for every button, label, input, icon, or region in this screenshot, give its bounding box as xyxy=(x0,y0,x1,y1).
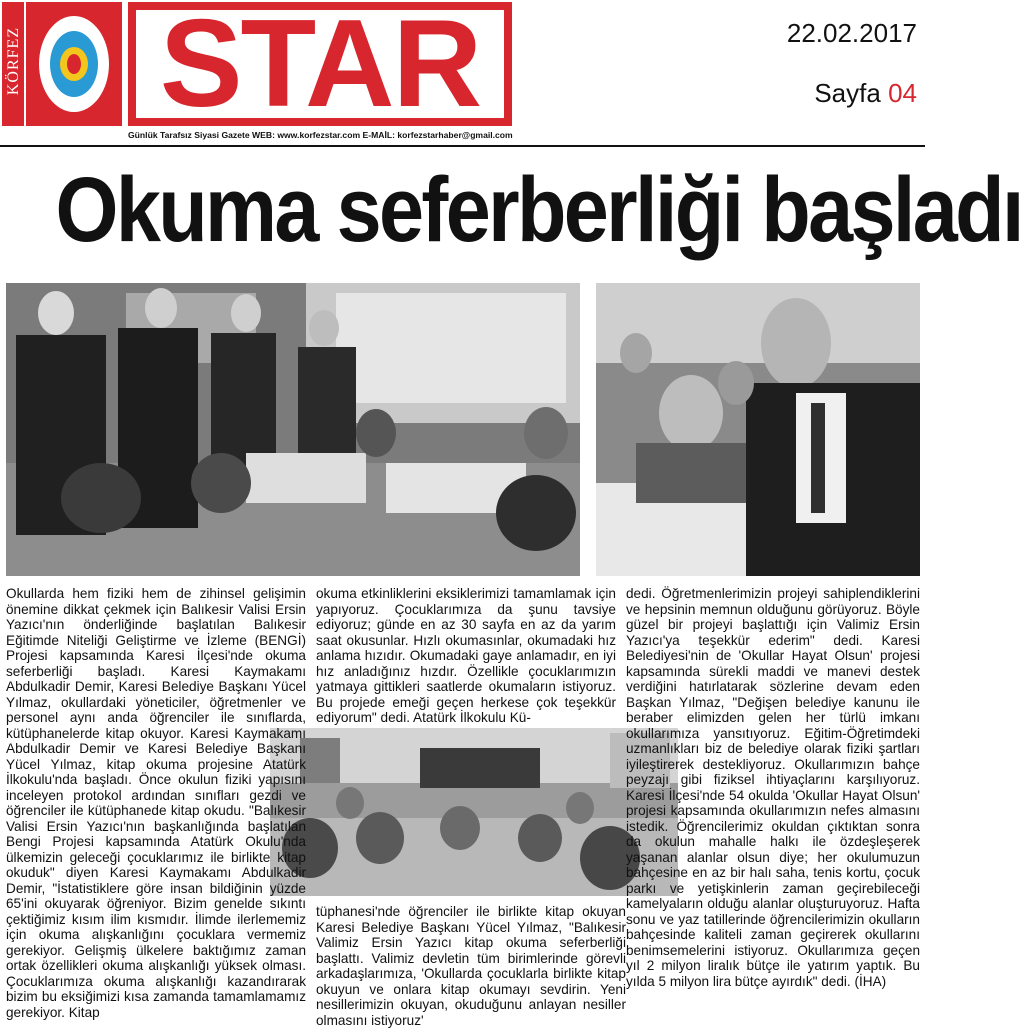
masthead-divider xyxy=(0,145,925,147)
masthead-tagline: Günlük Tarafsız Siyasi Gazete WEB: www.korfezstar.com E-MAİL: korfezstarhaber@gmail.com xyxy=(128,130,513,140)
publication-date: 22.02.2017 xyxy=(786,18,917,48)
article-paragraph: tüphanesi'nde öğrenciler ile birlikte kitap okuyan Karesi Belediye Başkanı Yücel Yılmaz, "Balıkesir Valimiz Ersin Yazıcı kitap okuma seferberliği başlattı. Valimiz devletin tüm birimlerinde görevli arkadaşlarımıza, 'Okullarda çocuklarla birlikte kitap okuyun ve onlara kitap okumayı sevdirin. Yeni nesillerimizin okuyan, okuduğunu anlayan nesiller olmasını istiyoruz' xyxy=(316,904,626,1028)
page-indicator xyxy=(814,78,917,109)
newspaper-logo-text: STAR xyxy=(159,0,481,133)
article-paragraph: dedi. Öğretmenlerimizin projeyi sahiplendiklerini ve hepsinin memnun olduğunu görüyoruz. Böyle güzel bir projeyi başlattığı için Valimiz Ersin Yazıcı'ya teşekkür ederim" dedi. Karesi Belediyesi'nin de 'Okullar Hayat Olsun' projesi kapsamında sürekli maddi ve manevi destek verdiğini hatırlatarak sözlerine devam eden Başkan Yılmaz, "Değişen belediye kanunu ile beraber elimizden gelen her türlü imkanı okullarımıza yansıtıyoruz. Eğitim-Öğretimdeki uzmanlıkları biz de belediye olarak fiziki şartları iyileştirerek destekliyoruz. Okullarımızın bahçe peyzajı gibi fiziksel ihtiyaçlarını karşılıyoruz. Karesi İlçesi'nde 54 okulda 'Okullar Hayat Olsun' projesi kapsamında okullarımızın nefes almasını istedik. Öğrencilerimiz okuldan çıktıktan sonra da okulun mahalle halkı ile özdeşleşerek yaşanan alanlar olsun diye; her okulumuzun bahçesine en az bir halı saha, tenis kortu, çocuk parkı ve yetişkinlerin zaman geçirebileceği kamelyaların olduğu alanlar oluşturuyoruz. Hafta sonu ve yaz tatillerinde öğrencilerimizin okulların bahçesinde kaliteli zaman geçirerek okullarını benimsemelerini istiyoruz. Okullarımıza geçen yıl 2 milyon liralık bütçe ile yatırım yaptık. Bu yılda 5 milyon lira bütçe ayırdık" dedi. (İHA) xyxy=(626,586,920,989)
page-number: 04 xyxy=(888,78,917,108)
classroom-officials-photo xyxy=(6,283,580,576)
classroom-students-photo xyxy=(270,728,678,896)
article-column-1 xyxy=(6,586,306,1022)
article-column-2-bottom xyxy=(316,904,626,1028)
article-paragraph: okuma etkinliklerini eksiklerimizi tamamlamak için yapıyoruz. Çocuklarımıza da şunu tavsiye ediyoruz; günde en az 30 sayfa en az da yarım saat okusunlar. Hızlı okumasınlar, okumadaki hız anlama hızıdır. Okumadaki gaye anlamadır, en iyi hız anladığınız hızdır. Özellikle çocuklarımızın yatmaya gittikleri saatlerde okumaların istiyoruz. Bu projede emeği geçen herkese çok teşekkür ediyorum" dedi. Atatürk İlkokulu Kü- xyxy=(316,586,616,725)
brand-side-text: KÖRFEZ xyxy=(5,26,22,96)
mayor-reading-photo xyxy=(596,283,920,576)
article-paragraph: Okullarda hem fiziki hem de zihinsel gelişimin önemine dikkat çekmek için Balıkesir Valisi Ersin Yazıcı'nın önderliğinde başlatılan Balıkesir Eğitimde Niteliği Geliştirme ve İzleme (BENGİ) Projesi kapsamında Karesi İlçesi'nde okuma seferberliği başladı. Karesi Kaymakamı Abdulkadir Demir, Karesi Belediye Başkanı Yücel Yılmaz, okullardaki yöneticiler, öğretmenler ve personel aynı anda öğrenciler ile sınıflarda, kütüphanelerde kitap okuyor. Karesi Kaymakamı Abdulkadir Demir ve Karesi Belediye Başkanı Yücel Yılmaz, kitap okuma projesine Atatürk İlkokulu'nda başladı. Önce okulun fiziki yapısını inceleyen protokol ardından sınıfları gezdi ve öğrenciler ile kütüphanede kitap okudu. "Balıkesir Valisi Ersin Yazıcı'nın başkanlığında başlatılan Bengi Projesi kapsamında Atatürk Okulu'nda ülkemizin geleceği çocuklarımız ile birlikte kitap okuduk" diyen Karesi Kaymakamı Abdulkadir Demir, "İstatistiklere göre insan bildiğinin yüzde 65'ini okuyarak öğreniyor. Bizim genelde sıkıntı çektiğimiz kısım ilim kısmıdır. İlimde ilerlememiz için okuma alışkanlığını çocuklara vermemiz gerekiyor. Gelişmiş ülkelere baktığımız zaman ortak özellikleri okuma alışkanlığı yüksek olması. Çocuklarımıza okuma alışkanlığı kazandırarak bizim bu eksiğimizi kısa zamanda tamamlamamız gerekiyor. Kitap xyxy=(6,586,306,1020)
article-column-3 xyxy=(626,586,920,1022)
page-label: Sayfa xyxy=(814,78,881,108)
newspaper-logo xyxy=(128,0,512,133)
article-column-2-top xyxy=(316,586,616,724)
article-headline: Okuma seferberliği başladı xyxy=(55,159,1022,261)
eye-logo-icon xyxy=(39,16,109,112)
newspaper-logo-emblem xyxy=(26,2,122,126)
brand-side-label xyxy=(2,2,24,126)
